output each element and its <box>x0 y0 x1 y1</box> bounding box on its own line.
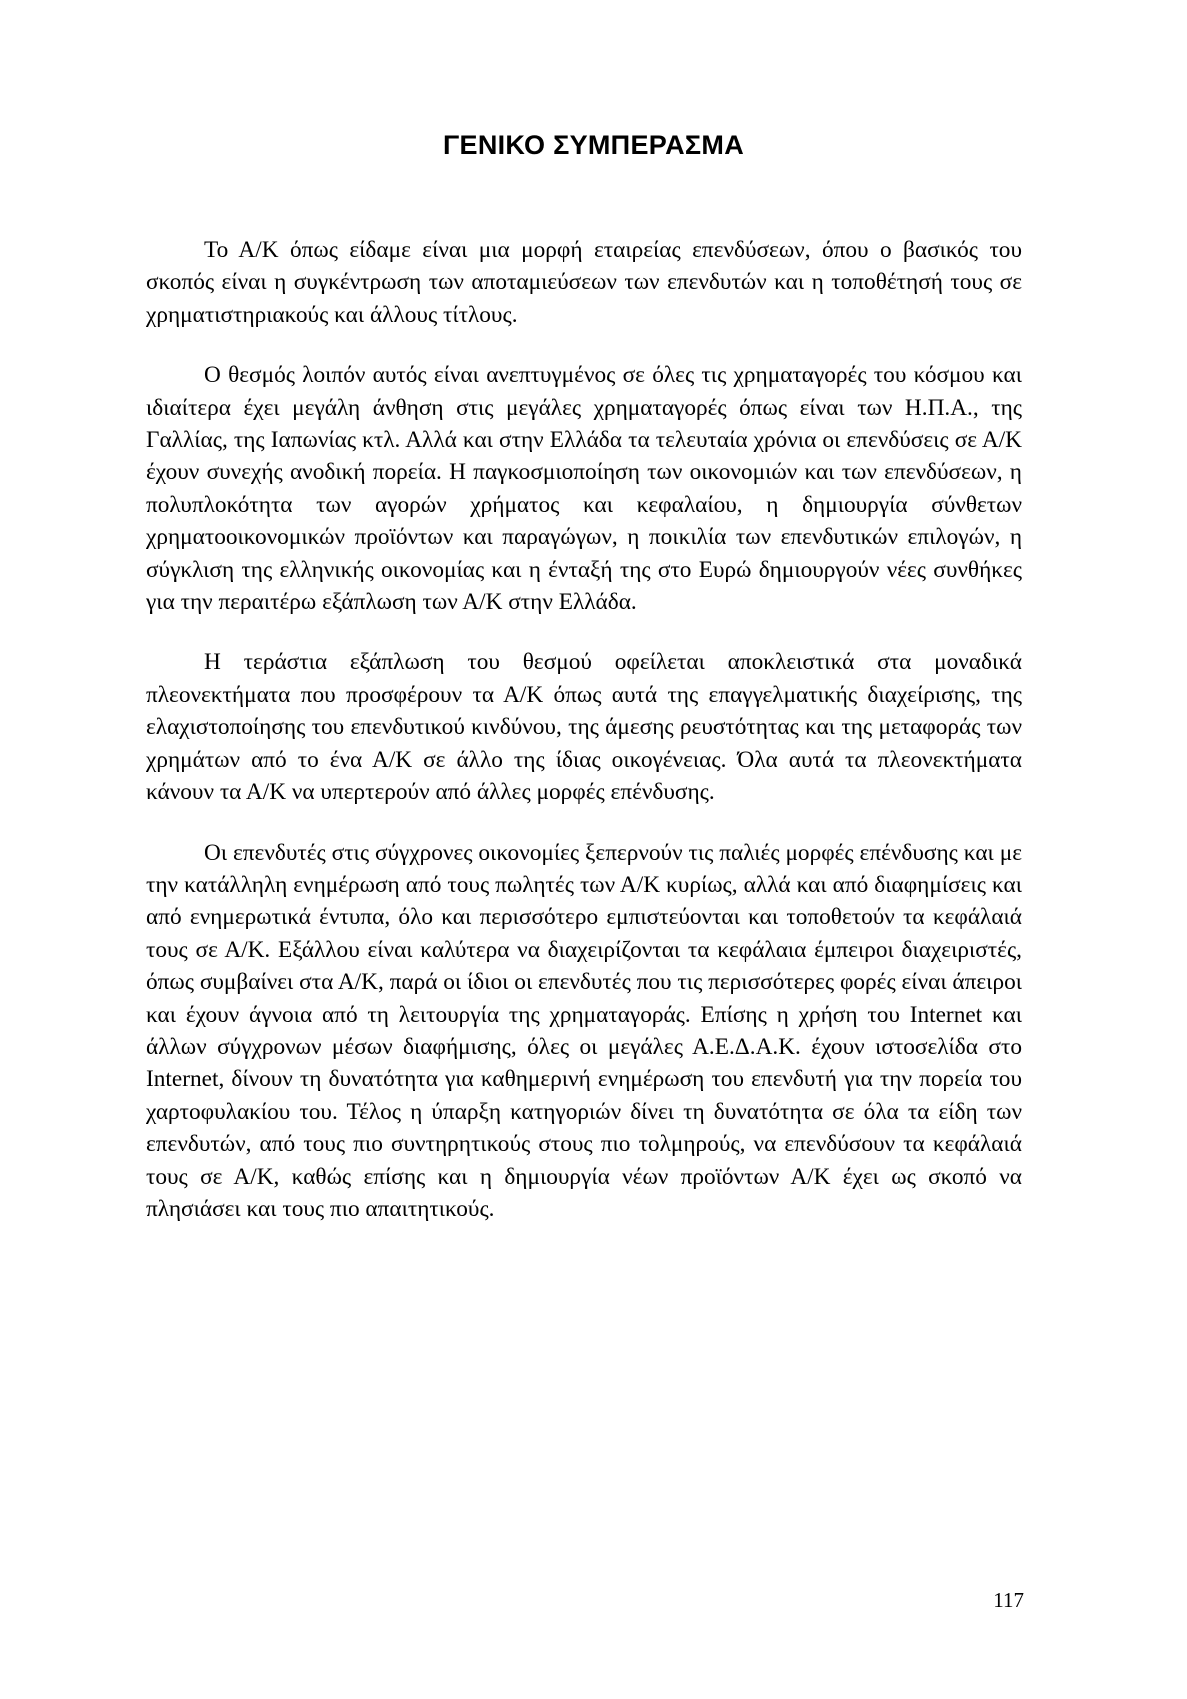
paragraph-1: Το Α/Κ όπως είδαμε είναι μια μορφή εταιρείας επενδύσεων, όπου ο βασικός του σκοπός είναι η συγκέντρωση των αποταμιεύσεων των επενδυτών και η τοποθέτησή τους σε χρηματιστηριακούς και άλλους τίτλους. <box>146 237 1022 328</box>
paragraph-4: Οι επενδυτές στις σύγχρονες οικονομίες ξεπερνούν τις παλιές μορφές επένδυσης και με την κατάλληλη ενημέρωση από τους πωλητές των Α/Κ κυρίως, αλλά και από διαφημίσεις και από ενημερωτικά έντυπα, όλο και περισσότερο εμπιστεύονται και τοποθετούν τα κεφάλαιά τους σε Α/Κ. Εξάλλου είναι καλύτερα να διαχειρίζονται τα κεφάλαια έμπειροι διαχειριστές, όπως συμβαίνει στα Α/Κ, παρά οι ίδιοι οι επενδυτές που τις περισσότερες φορές είναι άπειροι και έχουν άγνοια από τη λειτουργία της χρηματαγοράς. Επίσης η χρήση του Internet και άλλων σύγχρονων μέσων διαφήμισης, όλες οι μεγάλες Α.Ε.Δ.Α.Κ. έχουν ιστοσελίδα στο Internet, δίνουν τη δυνατότητα για καθημερινή ενημέρωση του επενδυτή για την πορεία του χαρτοφυλακίου του. Τέλος η ύπαρξη κατηγοριών δίνει τη δυνατότητα σε όλα τα είδη των επενδυτών, από τους πιο συντηρητικούς στους πιο τολμηρούς, να επενδύσουν τα κεφάλαιά τους σε Α/Κ, καθώς επίσης και η δημιουργία νέων προϊόντων Α/Κ έχει ως σκοπό να πλησιάσει και τους πιο απαιτητικούς. <box>146 839 1022 1222</box>
paragraph-3: Η τεράστια εξάπλωση του θεσμού οφείλεται αποκλειστικά στα μοναδικά πλεονεκτήματα που προσφέρουν τα Α/Κ όπως αυτά της επαγγελματικής διαχείρισης, της ελαχιστοποίησης του επενδυτικού κινδύνου, της άμεσης ρευστότητας και της μεταφοράς των χρημάτων από το ένα Α/Κ σε άλλο της ίδιας οικογένειας. Όλα αυτά τα πλεονεκτήματα κάνουν τα Α/Κ να υπερτερούν από άλλες μορφές επένδυσης. <box>146 649 1022 806</box>
page-title: ΓΕΝΙΚΟ ΣΥΜΠΕΡΑΣΜΑ <box>442 130 744 160</box>
body-text <box>146 234 1022 1253</box>
page-number: 117 <box>993 1588 1024 1612</box>
paragraph-2: Ο θεσμός λοιπόν αυτός είναι ανεπτυγμένος σε όλες τις χρηματαγορές του κόσμου και ιδιαίτερα έχει μεγάλη άνθηση στις μεγάλες χρηματαγορές όπως είναι των Η.Π.Α., της Γαλλίας, της Ιαπωνίας κτλ. Αλλά και στην Ελλάδα τα τελευταία χρόνια οι επενδύσεις σε Α/Κ έχουν συνεχής ανοδική πορεία. Η παγκοσμιοποίηση των οικονομιών και των επενδύσεων, η πολυπλοκότητα των αγορών χρήματος και κεφαλαίου, η δημιουργία σύνθετων χρηματοοικονομικών προϊόντων και παραγώγων, η ποικιλία των επενδυτικών επιλογών, η σύγκλιση της ελληνικής οικονομίας και η ένταξή της στο Ευρώ δημιουργούν νέες συνθήκες για την περαιτέρω εξάπλωση των Α/Κ στην Ελλάδα. <box>146 362 1022 616</box>
